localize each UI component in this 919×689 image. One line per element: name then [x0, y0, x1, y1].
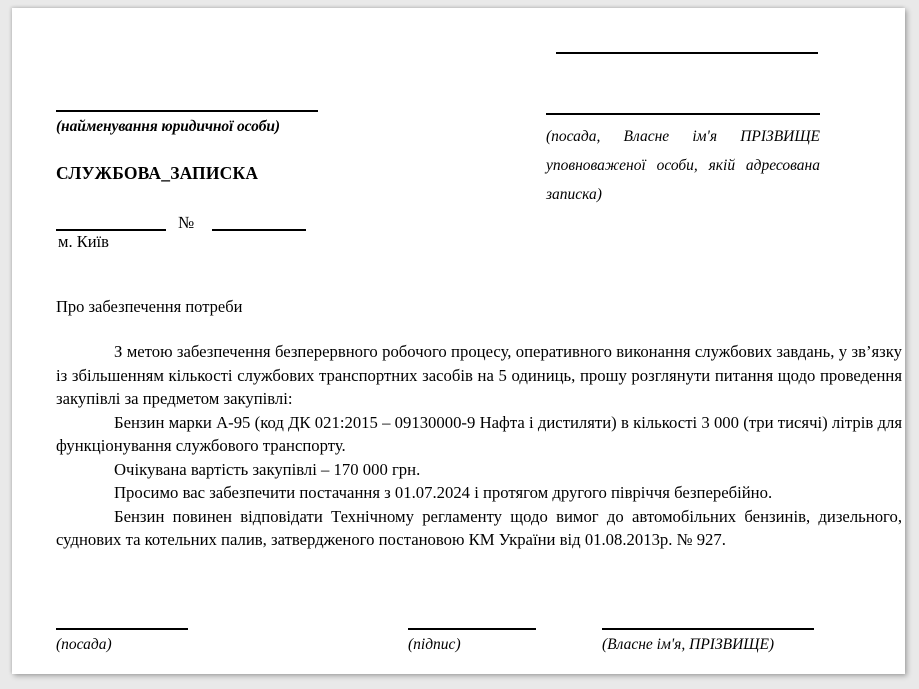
body-paragraph: З метою забезпечення безперервного робочого процесу, оперативного виконання службових завдань, у зв’язку із збільшенням кількості службових транспортних засобів на 5 одиниць, прошу розглянути питання щодо проведення закупівлі за предметом закупівлі:: [56, 342, 902, 408]
name-caption: (Власне ім'я, ПРІЗВИЩЕ): [602, 636, 775, 653]
position-signature-rule: [56, 628, 188, 630]
addressee-caption: (посада, Власне ім'я ПРІЗВИЩЕ уповноваженої особи, якій адресована записка): [546, 128, 820, 203]
name-signature-rule: [602, 628, 814, 630]
signature-caption: (підпис): [408, 636, 461, 653]
addressee-rule-bottom: [546, 113, 820, 115]
document-body: [56, 340, 902, 552]
organization-name-rule: [56, 110, 318, 112]
date-blank-rule: [56, 229, 166, 231]
signature-block: [12, 618, 919, 668]
body-paragraph: Просимо вас забезпечити постачання з 01.07.2024 і протягом другого півріччя безперебійно.: [114, 483, 773, 502]
signature-rule: [408, 628, 536, 630]
body-paragraph: Очікувана вартість закупівлі – 170 000 грн.: [114, 459, 421, 479]
addressee-rule-top: [556, 52, 818, 54]
document-page: [12, 8, 905, 674]
document-title: СЛУЖБОВА_ЗАПИСКА: [56, 163, 259, 183]
body-paragraph: Бензин марки А-95 (код ДК 021:2015 – 09130000-9 Нафта і дистиляти) в кількості 3 000 (три тисячі) літрів для функціонування службового транспорту.: [56, 412, 902, 455]
position-caption: (посада): [56, 636, 112, 653]
number-blank-rule: [212, 229, 306, 231]
number-symbol: №: [178, 213, 195, 232]
subject-line: Про забезпечення потреби: [56, 297, 243, 316]
organization-name-caption: (найменування юридичної особи): [56, 118, 280, 135]
city-label: м. Київ: [58, 232, 109, 251]
body-paragraph: Бензин повинен відповідати Технічному регламенту щодо вимог до автомобільних бензинів, дизельного, суднових та котельних палив, затвердженого постановою КМ України від 01.08.2013р. № 927.: [56, 506, 902, 549]
